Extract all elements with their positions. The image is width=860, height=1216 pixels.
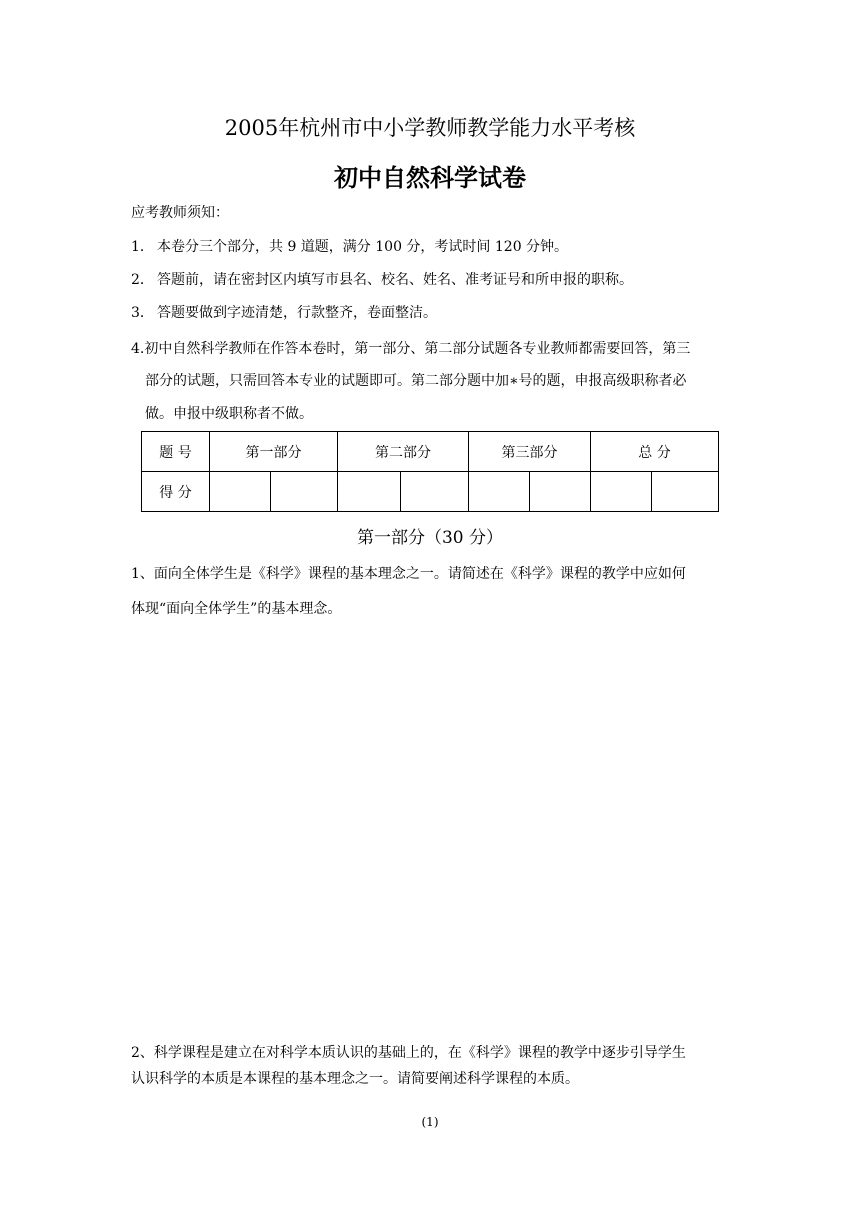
score-table-header-row	[142, 432, 719, 472]
notice-item-number: 4.	[131, 341, 145, 357]
notice-item-number: 2．	[131, 272, 154, 288]
question-1-line-1: 1、面向全体学生是《科学》课程的基本理念之一。请简述在《科学》课程的教学中应如何	[131, 566, 686, 582]
exam-subtitle: 初中自然科学试卷	[334, 164, 526, 192]
score-cell	[338, 472, 401, 512]
score-cell	[530, 472, 591, 512]
notice-heading: 应考教师须知：	[131, 205, 229, 221]
notice-item-text: 答题要做到字迹清楚，行款整齐，卷面整洁。	[157, 305, 437, 321]
score-header-cell: 题 号	[142, 432, 210, 472]
notice-item-4-line-1	[131, 339, 690, 359]
section-1-title: 第一部分（30 分）	[356, 528, 504, 548]
score-cell	[591, 472, 652, 512]
score-cell	[652, 472, 719, 512]
notice-item-4-line-3: 做。申报中级职称者不做。	[145, 406, 313, 422]
score-header-cell: 第三部分	[469, 432, 591, 472]
notice-item-2	[131, 270, 633, 290]
notice-item-text: 初中自然科学教师在作答本卷时，第一部分、第二部分试题各专业教师都需要回答，第三	[144, 341, 691, 357]
score-header-cell: 总 分	[591, 432, 719, 472]
notice-item-1	[131, 237, 568, 257]
notice-item-4-line-2: 部分的试题，只需回答本专业的试题即可。第二部分题中加∗号的题，申报高级职称者必	[145, 373, 687, 389]
question-1-line-2: 体现“面向全体学生”的基本理念。	[131, 601, 342, 617]
notice-item-number: 1．	[131, 239, 154, 255]
score-header-cell: 第二部分	[338, 432, 469, 472]
score-header-cell: 第一部分	[210, 432, 338, 472]
notice-item-3	[131, 303, 437, 323]
notice-item-text: 答题前，请在密封区内填写市县名、校名、姓名、准考证号和所申报的职称。	[157, 272, 633, 288]
score-table-score-row	[142, 472, 719, 512]
score-row-label: 得 分	[142, 472, 210, 512]
score-cell	[469, 472, 530, 512]
question-2-line-2: 认识科学的本质是本课程的基本理念之一。请简要阐述科学课程的本质。	[131, 1071, 579, 1087]
notice-item-number: 3．	[131, 305, 154, 321]
score-cell	[271, 472, 338, 512]
score-cell	[401, 472, 469, 512]
score-cell	[210, 472, 271, 512]
score-table	[141, 431, 719, 512]
page-number: (1)	[421, 1115, 439, 1129]
notice-item-text: 本卷分三个部分，共 9 道题，满分 100 分，考试时间 120 分钟。	[157, 239, 569, 255]
exam-title: 2005年杭州市中小学教师教学能力水平考核	[224, 116, 636, 140]
question-2-line-1: 2、科学课程是建立在对科学本质认识的基础上的，在《科学》课程的教学中逐步引导学生	[131, 1045, 686, 1061]
